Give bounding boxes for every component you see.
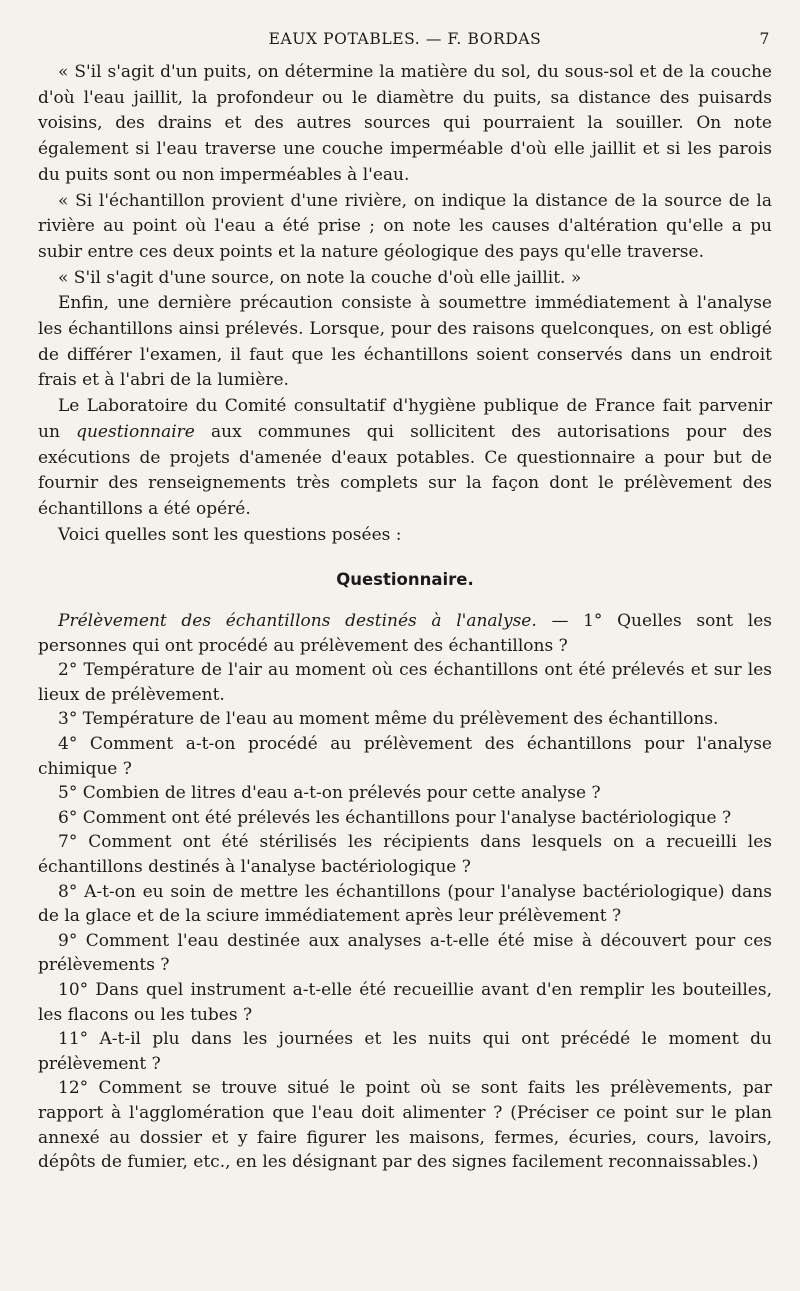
lab-text-before: Le Laboratoire du Comité consultatif d'hygiène publique de France fait parvenir un bbox=[38, 396, 772, 442]
lab-italic-word: questionnaire bbox=[76, 421, 195, 442]
question-text: — 1° Quelles sont les personnes qui ont procédé au prélèvement des échantillons ? bbox=[38, 611, 772, 656]
paragraph-riviere: « Si l'échantillon provient d'une rivière, on indique la distance de la source de la rivière au point où l'eau a été prise ; on note les causes d'altération qu'elle a pu subir entre ces deux points et la nature géologique des pays qu'elle traverse. bbox=[38, 190, 772, 262]
paragraph-laboratoire bbox=[38, 394, 772, 523]
question-item: 7° Comment ont été stérilisés les récipients dans lesquels on a recueilli les échantillons destinés à l'analyse bactériologique ? bbox=[38, 832, 772, 877]
page-body bbox=[38, 60, 772, 1175]
question-item: 2° Température de l'air au moment où ces échantillons ont été prélevés et sur les lieux de prélèvement. bbox=[38, 660, 772, 705]
question-list bbox=[38, 609, 772, 1175]
question-item bbox=[38, 609, 772, 658]
paragraph-precaution: Enfin, une dernière précaution consiste à soumettre immédiatement à l'analyse les échantillons ainsi prélevés. Lorsque, pour des raisons quelconques, on est obligé de différer l'examen, il faut que les échantillons soient conservés dans un endroit frais et à l'abri de la lumière. bbox=[38, 293, 772, 391]
question-item: 8° A-t-on eu soin de mettre les échantillons (pour l'analyse bactériologique) dans de la glace et de la sciure immédiatement après leur prélèvement ? bbox=[38, 881, 772, 927]
question-item: 5° Combien de litres d'eau a-t-on prélevés pour cette analyse ? bbox=[58, 783, 601, 804]
section-heading: Questionnaire. bbox=[336, 570, 474, 590]
question-item: 6° Comment ont été prélevés les échantillons pour l'analyse bactériologique ? bbox=[58, 807, 732, 828]
page-number: 7 bbox=[759, 30, 770, 48]
running-title: EAUX POTABLES. — F. BORDAS bbox=[268, 30, 542, 48]
question-item: 10° Dans quel instrument a-t-elle été recueillie avant d'en remplir les bouteilles, les flacons ou les tubes ? bbox=[38, 979, 772, 1025]
question-item: 12° Comment se trouve situé le point où se sont faits les prélèvements, par rapport à l'agglomération que l'eau doit alimenter ? (Préciser ce point sur le plan annexé au dossier et y faire figurer les maisons, fermes, écuries, cours, lavoirs, dépôts de fumier, etc., en les désignant par des signes facilement reconnaissables.) bbox=[38, 1078, 772, 1173]
question-section-title: Prélèvement des échantillons destinés à l'analyse. bbox=[58, 611, 537, 632]
question-item: 3° Température de l'eau au moment même du prélèvement des échantillons. bbox=[58, 709, 719, 730]
question-item: 11° A-t-il plu dans les journées et les nuits qui ont précédé le moment du prélèvement ? bbox=[38, 1029, 772, 1074]
question-item: 9° Comment l'eau destinée aux analyses a-t-elle été mise à découvert pour ces prélèvements ? bbox=[38, 930, 772, 976]
lab-text-after: aux communes qui sollicitent des autorisations pour des exécutions de projets d'amenée d'eaux potables. Ce questionnaire a pour but de fournir des renseignements très complets sur la façon dont le prélèvement des échantillons a été opéré. bbox=[38, 421, 772, 519]
paragraph-source: « S'il s'agit d'une source, on note la couche d'où elle jaillit. » bbox=[58, 267, 582, 288]
paragraph-puits: « S'il s'agit d'un puits, on détermine la matière du sol, du sous-sol et de la couche d'où l'eau jaillit, la profondeur ou le diamètre du puits, sa distance des puisards voisins, des drains et des autres sources qui pourraient la souiller. On note également si l'eau traverse une couche imperméable d'où elle jaillit et si les parois du puits sont ou non imperméables à l'eau. bbox=[38, 62, 772, 185]
paragraph-questions-intro: Voici quelles sont les questions posées : bbox=[58, 524, 402, 545]
running-header bbox=[38, 26, 772, 60]
question-item: 4° Comment a-t-on procédé au prélèvement des échantillons pour l'analyse chimique ? bbox=[38, 734, 772, 779]
